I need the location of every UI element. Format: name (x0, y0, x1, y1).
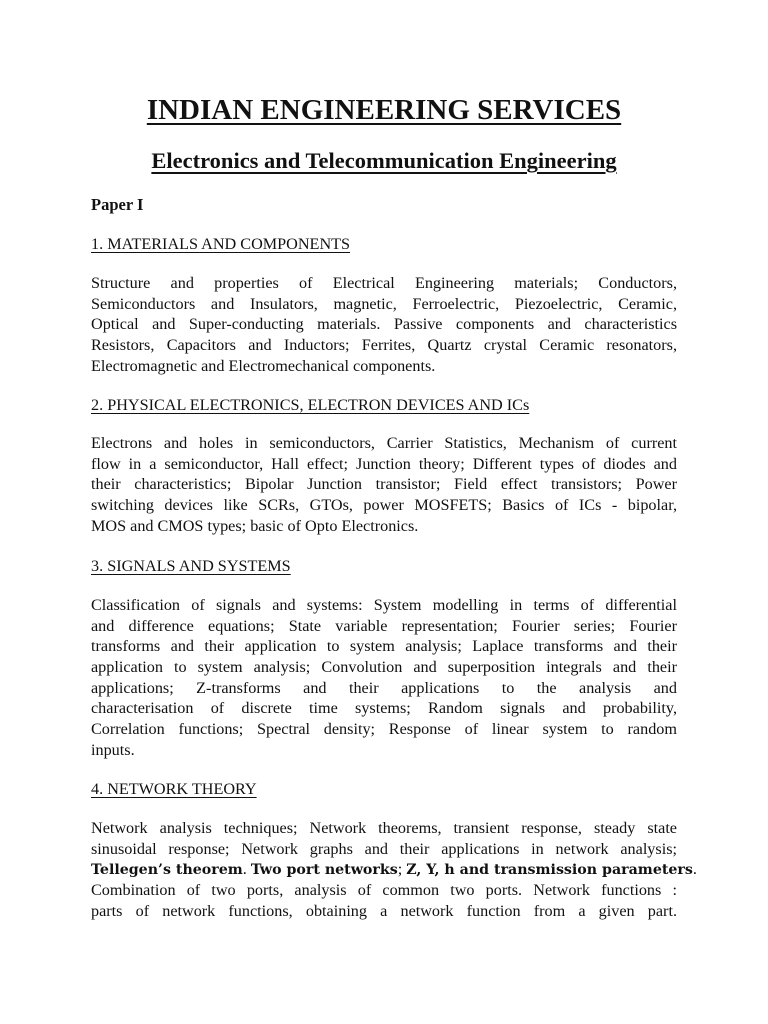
paper-label: Paper I (91, 195, 144, 214)
text-line: Classification of signals and systems: System modelling in terms of differential (91, 596, 677, 614)
text-line: application to system analysis; Convolution and superposition integrals and their (91, 658, 677, 677)
text-line-mixed (91, 859, 697, 880)
text-line: applications; Z-transforms and their applications to the analysis and (91, 678, 677, 697)
text-line: sinusoidal response; Network graphs and their applications in network analysis; (91, 839, 677, 858)
text-line: switching devices like SCRs, GTOs, power MOSFETS; Basics of ICs - bipolar, (91, 496, 677, 515)
section-heading-physical-electronics: 2. PHYSICAL ELECTRONICS, ELECTRON DEVICES AND ICs (91, 396, 530, 414)
separator: . (242, 860, 251, 879)
text-line: Network analysis techniques; Network theorems, transient response, steady state (91, 819, 677, 837)
text-line: characterisation of discrete time systems; Random signals and probability, (91, 699, 677, 718)
page-subtitle: Electronics and Telecommunication Engineering (151, 148, 617, 173)
text-line: inputs. (91, 740, 135, 759)
text-line: Electrons and holes in semiconductors, Carrier Statistics, Mechanism of current (91, 434, 677, 452)
text-line: Resistors, Capacitors and Inductors; Ferrites, Quartz crystal Ceramic resonators, (91, 336, 677, 355)
text-line: flow in a semiconductor, Hall effect; Junction theory; Different types of diodes and (91, 454, 677, 473)
text-line: Correlation functions; Spectral density; Response of linear system to random (91, 720, 677, 739)
section-body-physical-electronics (91, 433, 677, 536)
section-heading-network-theory: 4. NETWORK THEORY (91, 780, 257, 798)
text-line: Combination of two ports, analysis of common two ports. Network functions : (91, 881, 677, 900)
text-line: Optical and Super-conducting materials. Passive components and characteristics (91, 315, 677, 334)
bold-term-tellegen: Tellegen’s theorem (91, 862, 243, 879)
page-title: INDIAN ENGINEERING SERVICES (146, 94, 622, 126)
text-line: Structure and properties of Electrical Engineering materials; Conductors, (91, 274, 677, 292)
bold-term-parameters: Z, Y, h and transmission parameters (406, 862, 693, 879)
section-body-signals-systems (91, 595, 677, 761)
text-line: Electromagnetic and Electromechanical components. (91, 356, 436, 375)
section-body-network-theory (91, 818, 697, 921)
text-line: and difference equations; State variable representation; Fourier series; Fourier (91, 616, 677, 635)
section-heading-materials: 1. MATERIALS AND COMPONENTS (91, 235, 351, 253)
line-end-punctuation: . (692, 860, 697, 879)
separator: ; (397, 860, 407, 879)
bold-term-two-port: Two port networks (250, 862, 398, 879)
text-line: parts of network functions, obtaining a network function from a given part. (91, 901, 677, 920)
section-body-materials (91, 273, 677, 376)
text-line: Semiconductors and Insulators, magnetic, Ferroelectric, Piezoelectric, Ceramic, (91, 294, 677, 313)
text-line: their characteristics; Bipolar Junction transistor; Field effect transistors; Power (91, 475, 677, 494)
text-line: MOS and CMOS types; basic of Opto Electronics. (91, 516, 419, 535)
section-heading-signals-systems: 3. SIGNALS AND SYSTEMS (91, 557, 291, 575)
text-line: transforms and their application to system analysis; Laplace transforms and their (91, 637, 677, 656)
